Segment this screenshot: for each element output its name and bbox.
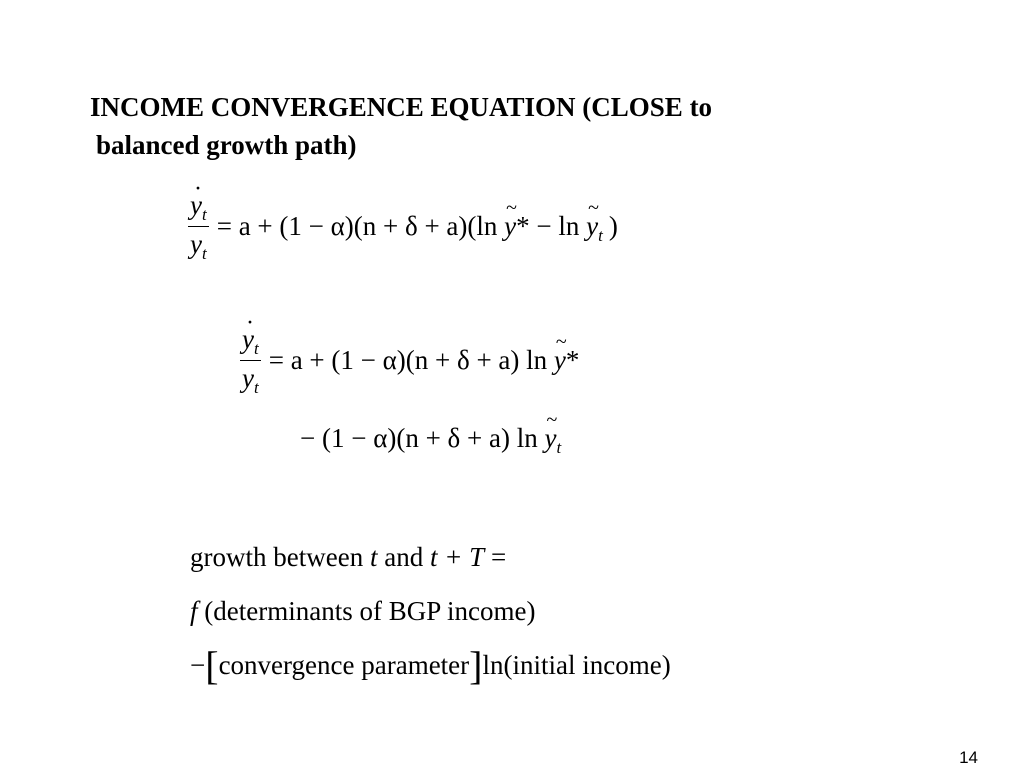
equation-2 bbox=[240, 322, 579, 399]
equation-2-rhs bbox=[269, 345, 580, 376]
title-line-1: INCOME CONVERGENCE EQUATION (CLOSE to bbox=[90, 92, 713, 122]
equation-2-star: * bbox=[565, 345, 580, 375]
equation-1-numerator: · y bbox=[190, 188, 202, 222]
left-bracket: [ bbox=[205, 643, 219, 688]
equation-2-line2-a: − (1 − α)(n + δ + a) ln bbox=[300, 423, 545, 453]
equation-2-denominator: y bbox=[242, 363, 254, 393]
growth-line-2 bbox=[190, 594, 535, 628]
equation-2-line2-subscript: t bbox=[556, 438, 562, 457]
growth-between-text: growth between bbox=[190, 542, 370, 572]
growth-t-plus-T: t + T bbox=[429, 542, 485, 572]
equation-2-line2-ytilde: ~ y bbox=[544, 423, 556, 454]
equation-1-rhs-e: ) bbox=[608, 211, 618, 241]
growth-minus: − bbox=[190, 650, 206, 680]
growth-line-3 bbox=[190, 643, 671, 688]
equation-2-continuation bbox=[300, 423, 562, 457]
growth-line-1 bbox=[190, 540, 506, 574]
growth-t: t bbox=[369, 542, 378, 572]
initial-income-text: ln(initial income) bbox=[482, 650, 671, 680]
growth-equals: = bbox=[484, 542, 507, 572]
equation-1-rhs-c: * − ln bbox=[516, 211, 587, 241]
equation-2-numerator: · y bbox=[242, 322, 254, 356]
equation-1-fraction bbox=[188, 188, 209, 265]
growth-f: f bbox=[190, 596, 198, 626]
equation-1-rhs-a: = a + (1 − α)(n + δ + a)(ln bbox=[216, 211, 505, 241]
equation-1 bbox=[188, 188, 618, 265]
page-number: 14 bbox=[959, 748, 978, 767]
equation-2-fraction bbox=[240, 322, 261, 399]
growth-determinants-text: (determinants of BGP income) bbox=[197, 596, 536, 626]
equation-1-num-subscript: t bbox=[201, 205, 207, 224]
equation-1-ytilde-star: ~ y bbox=[504, 211, 516, 242]
equation-1-denominator: y bbox=[190, 229, 202, 259]
right-bracket: ] bbox=[469, 643, 483, 688]
convergence-parameter-text: convergence parameter bbox=[218, 650, 470, 680]
title-line-2: balanced growth path) bbox=[96, 130, 357, 160]
equation-2-rhs-a: = a + (1 − α)(n + δ + a) ln bbox=[268, 345, 554, 375]
growth-and-text: and bbox=[377, 542, 430, 572]
equation-2-num-subscript: t bbox=[253, 339, 259, 358]
equation-1-rhs bbox=[216, 211, 618, 245]
equation-2-ytilde: ~ y bbox=[554, 345, 566, 376]
equation-1-den-subscript: t bbox=[201, 244, 207, 263]
equation-1-ytilde-t: ~ y bbox=[586, 211, 598, 242]
slide-title bbox=[90, 88, 712, 164]
equation-2-den-subscript: t bbox=[253, 378, 259, 397]
equation-1-rhs-subscript: t bbox=[598, 226, 603, 245]
